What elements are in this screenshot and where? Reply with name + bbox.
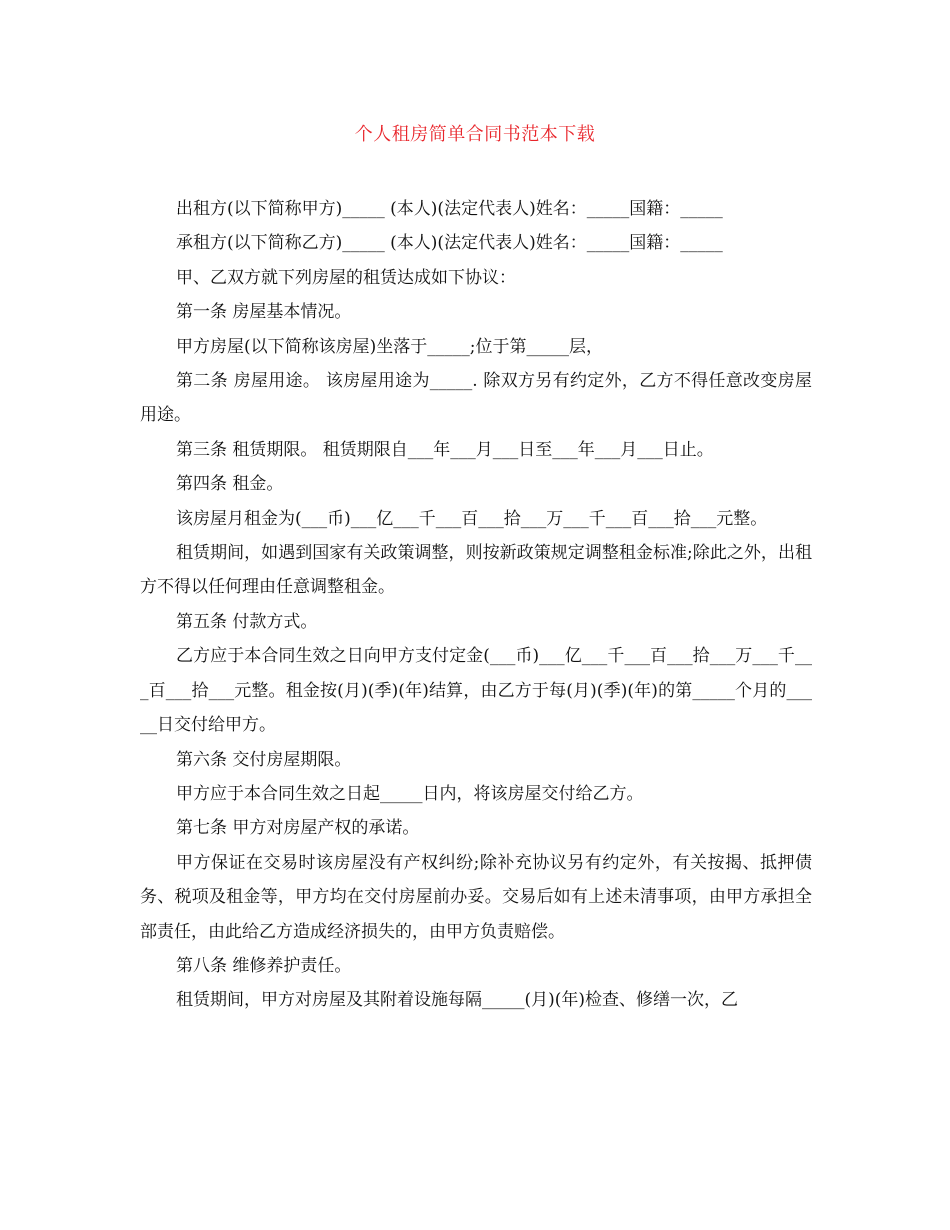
contract-body	[140, 192, 812, 1018]
article-2-text: 第二条 房屋用途。 该房屋用途为_____. 除双方另有约定外，乙方不得任意改变房屋用途。	[140, 371, 812, 426]
paragraph-lessee: 承租方(以下简称乙方)_____ (本人)(法定代表人)姓名：_____国籍：_____	[176, 233, 723, 254]
article-3-text: 第三条 租赁期限。 租赁期限自___年___月___日至___年___月___日止。	[176, 439, 714, 460]
article-6-text: 甲方应于本合同生效之日起_____日内，将该房屋交付给乙方。	[176, 783, 644, 804]
paragraph-agreement: 甲、乙双方就下列房屋的租赁达成如下协议：	[176, 267, 516, 288]
paragraph-lessor: 出租方(以下简称甲方)_____ (本人)(法定代表人)姓名：_____国籍：_____	[176, 199, 723, 219]
article-4-rent: 该房屋月租金为(___币)___亿___千___百___拾___万___千___百___拾___元整。	[176, 508, 768, 529]
article-1-heading: 第一条 房屋基本情况。	[176, 302, 352, 323]
article-6-heading: 第六条 交付房屋期限。	[176, 749, 352, 770]
article-5-text: 乙方应于本合同生效之日向甲方支付定金(___币)___亿___千___百___拾___万___千___百___拾___元整。租金按(月)(季)(年)结算，由乙方于每(月)(季)(年)的第_____个月的_____日交付给甲方。	[140, 646, 812, 736]
article-1-text: 甲方房屋(以下简称该房屋)坐落于_____;位于第_____层，	[176, 336, 603, 357]
article-8-heading: 第八条 维修养护责任。	[176, 955, 352, 976]
article-7-heading: 第七条 甲方对房屋产权的承诺。	[176, 818, 420, 839]
article-4-heading: 第四条 租金。	[176, 474, 284, 495]
article-5-heading: 第五条 付款方式。	[176, 611, 318, 632]
article-7-text: 甲方保证在交易时该房屋没有产权纠纷;除补充协议另有约定外，有关按揭、抵押债务、税项及租金等，甲方均在交付房屋前办妥。交易后如有上述未清事项，由甲方承担全部责任，由此给乙方造成经济损失的，由甲方负责赔偿。	[140, 852, 812, 942]
article-8-text: 租赁期间，甲方对房屋及其附着设施每隔_____(月)(年)检查、修缮一次，乙	[176, 990, 739, 1011]
article-4-adjustment: 租赁期间，如遇到国家有关政策调整，则按新政策规定调整租金标准;除此之外，出租方不得以任何理由任意调整租金。	[140, 543, 812, 598]
document-title: 个人租房简单合同书范本下载	[354, 124, 596, 145]
